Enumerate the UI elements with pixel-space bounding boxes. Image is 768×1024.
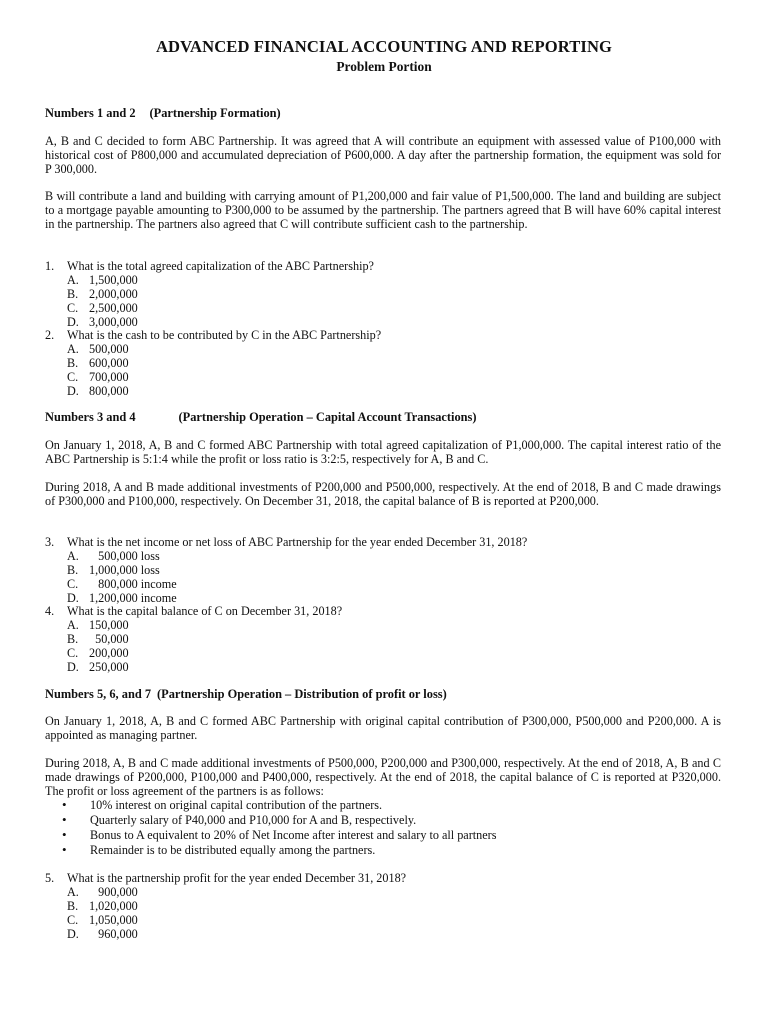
option-letter: B.: [67, 899, 79, 913]
option-letter: C.: [67, 577, 79, 591]
bullet-text: Quarterly salary of P40,000 and P10,000 for A and B, respectively.: [90, 813, 417, 827]
question-number: 2.: [45, 328, 55, 342]
bullet-dot-icon: •: [62, 842, 67, 857]
question: [45, 535, 735, 549]
answer-option: [67, 273, 138, 287]
section-heading-number: Numbers 3 and 4: [45, 410, 136, 424]
paragraph: On January 1, 2018, A, B and C formed ABC Partnership with total agreed capitalization of P1,000,000. The capital interest ratio of the ABC Partnership is 5:1:4 while the profit or loss ratio is 3:2:5, respectively for A, B and C.: [45, 438, 721, 466]
option-letter: A.: [67, 885, 79, 899]
answer-option: [67, 287, 138, 301]
bullet-dot-icon: •: [62, 812, 67, 827]
option-letter: D.: [67, 315, 79, 329]
answer-option: [67, 660, 129, 674]
section-heading: [45, 106, 281, 120]
option-letter: D.: [67, 927, 79, 941]
document-title: ADVANCED FINANCIAL ACCOUNTING AND REPORTING: [155, 37, 613, 56]
bullet-text: Bonus to A equivalent to 20% of Net Income after interest and salary to all partners: [90, 828, 497, 842]
document-subtitle: Problem Portion: [336, 59, 432, 74]
answer-option: [67, 370, 129, 384]
answer-option: [67, 927, 138, 941]
answer-option: [67, 885, 138, 899]
question-text: What is the total agreed capitalization of the ABC Partnership?: [67, 259, 374, 273]
answer-option: [67, 342, 129, 356]
section-heading-number: Numbers 1 and 2: [45, 106, 136, 120]
question: [45, 871, 735, 885]
bullet-dot-icon: •: [62, 797, 67, 812]
option-letter: B.: [67, 632, 79, 646]
question-text: What is the capital balance of C on December 31, 2018?: [67, 604, 343, 618]
question-text: What is the net income or net loss of ABC Partnership for the year ended December 31, 2018?: [67, 535, 528, 549]
section-heading-topic: (Partnership Operation – Capital Account Transactions): [178, 410, 477, 424]
option-value: 900,000: [89, 885, 138, 899]
answer-option: [67, 384, 129, 398]
option-value: 200,000: [89, 646, 129, 660]
option-value: 500,000 loss: [89, 549, 160, 563]
bullet-item: [62, 843, 496, 858]
bullet-text: 10% interest on original capital contribution of the partners.: [90, 798, 383, 812]
bullet-item: [62, 813, 496, 828]
option-letter: B.: [67, 287, 79, 301]
answer-option: [67, 356, 129, 370]
option-value: 700,000: [89, 370, 129, 384]
answer-option: [67, 591, 177, 605]
option-letter: D.: [67, 591, 79, 605]
question-number: 1.: [45, 259, 55, 273]
answer-option: [67, 563, 160, 577]
option-letter: C.: [67, 913, 79, 927]
question: [45, 328, 735, 342]
option-value: 1,200,000 income: [89, 591, 177, 605]
option-letter: A.: [67, 549, 79, 563]
option-value: 800,000 income: [89, 577, 177, 591]
question: [45, 604, 735, 618]
option-value: 250,000: [89, 660, 129, 674]
option-letter: B.: [67, 563, 79, 577]
option-value: 1,500,000: [89, 273, 138, 287]
answer-option: [67, 632, 129, 646]
option-letter: C.: [67, 646, 79, 660]
bullet-item: [62, 798, 496, 813]
paragraph: During 2018, A and B made additional investments of P200,000 and P500,000, respectively. At the end of 2018, B and C made drawings of P300,000 and P100,000, respectively. On December 31, 2018, the capital balance of B is reported at P200,000.: [45, 480, 721, 508]
question-text: What is the cash to be contributed by C in the ABC Partnership?: [67, 328, 382, 342]
answer-option: [67, 913, 138, 927]
question-number: 5.: [45, 871, 55, 885]
paragraph: During 2018, A, B and C made additional investments of P500,000, P200,000 and P300,000, respectively. At the end of 2018, A, B and C made drawings of P200,000, P100,000 and P400,000, respectively. At the end of 2018, the capital balance of C is reported at P320,000. The profit or loss agreement of the partners is as follows:: [45, 756, 721, 798]
answer-option: [67, 315, 138, 329]
option-value: 1,020,000: [89, 899, 138, 913]
question-text: What is the partnership profit for the year ended December 31, 2018?: [67, 871, 407, 885]
option-value: 150,000: [89, 618, 129, 632]
question-number: 4.: [45, 604, 55, 618]
option-value: 2,000,000: [89, 287, 138, 301]
bullet-item: [62, 828, 496, 843]
answer-option: [67, 899, 138, 913]
paragraph: A, B and C decided to form ABC Partnership. It was agreed that A will contribute an equipment with assessed value of P100,000 with historical cost of P800,000 and accumulated depreciation of P600,000. A day after the partnership formation, the equipment was sold for P 300,000.: [45, 134, 721, 176]
section-heading: [45, 410, 477, 424]
answer-option: [67, 577, 177, 591]
question: [45, 259, 735, 273]
option-value: 960,000: [89, 927, 138, 941]
section-heading-topic: (Partnership Formation): [149, 106, 281, 120]
paragraph: On January 1, 2018, A, B and C formed ABC Partnership with original capital contribution of P300,000, P500,000 and P200,000. A is appointed as managing partner.: [45, 714, 721, 742]
answer-option: [67, 646, 129, 660]
bullet-text: Remainder is to be distributed equally among the partners.: [90, 843, 376, 857]
option-letter: C.: [67, 370, 79, 384]
answer-option: [67, 549, 160, 563]
answer-option: [67, 618, 129, 632]
option-letter: C.: [67, 301, 79, 315]
option-letter: B.: [67, 356, 79, 370]
option-value: 2,500,000: [89, 301, 138, 315]
option-value: 50,000: [89, 632, 129, 646]
option-value: 1,000,000 loss: [89, 563, 160, 577]
option-value: 3,000,000: [89, 315, 138, 329]
bullet-list: [62, 798, 496, 858]
section-heading: [45, 687, 447, 701]
option-letter: D.: [67, 384, 79, 398]
option-letter: A.: [67, 618, 79, 632]
question-number: 3.: [45, 535, 55, 549]
option-value: 800,000: [89, 384, 129, 398]
option-value: 1,050,000: [89, 913, 138, 927]
option-letter: A.: [67, 273, 79, 287]
paragraph: B will contribute a land and building with carrying amount of P1,200,000 and fair value of P1,500,000. The land and building are subject to a mortgage payable amounting to P300,000 to be assumed by the partnership. The partners agreed that B will have 60% capital interest in the partnership. The partners also agreed that C will contribute sufficient cash to the partnership.: [45, 189, 721, 231]
option-letter: D.: [67, 660, 79, 674]
bullet-dot-icon: •: [62, 827, 67, 842]
answer-option: [67, 301, 138, 315]
option-value: 500,000: [89, 342, 129, 356]
option-letter: A.: [67, 342, 79, 356]
section-heading-number: Numbers 5, 6, and 7: [45, 687, 152, 701]
section-heading-topic: (Partnership Operation – Distribution of profit or loss): [157, 687, 447, 701]
option-value: 600,000: [89, 356, 129, 370]
